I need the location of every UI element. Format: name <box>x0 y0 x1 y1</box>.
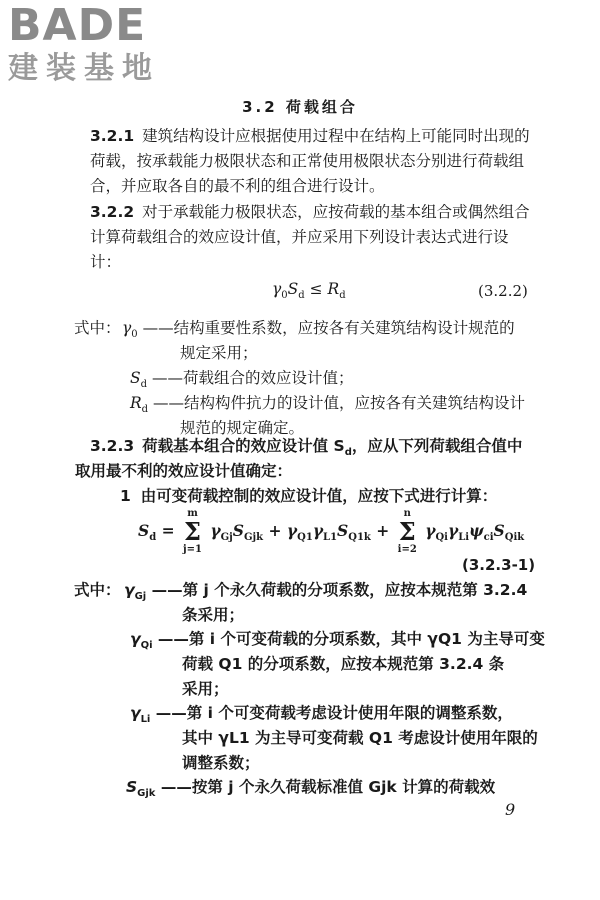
definition-sd: $S_d$ ——荷载组合的效应设计值； <box>130 369 354 391</box>
definition-rd-cont: 规范的规定确定。 <box>180 419 305 437</box>
clause-3-2-3: 3.2.3 荷载基本组合的效应设计值 $S_d$，应从下列荷载组合值中 <box>90 437 523 459</box>
definition-list <box>74 578 121 603</box>
clause-3-2-2 <box>90 200 530 275</box>
definition-gamma0: $\gamma_0$ ——结构重要性系数，应按各有关建筑结构设计规范的 <box>122 319 515 341</box>
brand-logo <box>8 0 178 88</box>
definition-gamma-li-cont: 其中 γL1 为主导可变荷载 Q1 考虑设计使用年限的 <box>182 729 538 747</box>
definition-s-gjk: $S_{Gjk}$ ——按第 j 个永久荷载标准值 Gjk 计算的荷载效 <box>126 778 496 800</box>
summation-j: m Σ j=1 <box>183 508 202 555</box>
definition-rd: $R_d$ ——结构构件抗力的设计值，应按各有关建筑结构设计 <box>130 394 526 416</box>
equation-number: (3.2.2) <box>478 282 528 300</box>
logo-subtitle: 建装基地 <box>8 51 160 86</box>
clause-number: 3.2.1 <box>90 127 135 145</box>
equation-3-2-2: $\gamma_0S_d \le R_d$ <box>272 280 346 302</box>
page-number: 9 <box>505 800 516 819</box>
summation-i: n Σ i=2 <box>397 508 417 555</box>
clause-item-1: 1 由可变荷载控制的效应设计值，应按下式进行计算： <box>120 487 498 505</box>
clause-text: 建筑结构设计应根据使用过程中在结构上可能同时出现的荷载，按承载能力极限状态和正常使用极限状态分别进行荷载组合，并应取各自的最不利的组合进行设计。 <box>90 127 530 195</box>
definition-gamma-li-cont2: 调整系数； <box>182 754 260 772</box>
definition-list <box>74 316 121 341</box>
definition-gamma-li: $\gamma_{Li}$ ——第 i 个可变荷载考虑设计使用年限的调整系数， <box>130 704 513 726</box>
definition-gamma-gj-cont: 条采用； <box>182 606 245 624</box>
clause-number: 3.2.2 <box>90 203 135 221</box>
definition-gamma-qi-cont2: 采用； <box>182 680 229 698</box>
logo-wordmark: BADE <box>8 0 147 51</box>
clause-3-2-1 <box>90 124 530 199</box>
definition-gamma-qi: $\gamma_{Qi}$ ——第 i 个可变荷载的分项系数，其中 γQ1 为主导可变 <box>130 630 545 652</box>
equation-3-2-3-1: $S_d$ = m Σ j=1 $\gamma_{Gj}S_{Gjk} + \gamma_{Q1}\gamma_{L1}S_{Q1k}$ + n Σ i=2 $\gamma_{Qi}\gamma_{Li}\psi_{ci}S_{Qik}$ <box>138 508 525 555</box>
clause-number: 3.2.3 <box>90 437 135 455</box>
definition-gamma-gj: $\gamma_{Gj}$ ——第 j 个永久荷载的分项系数，应按本规范第 3.2.4 <box>124 581 528 603</box>
definition-gamma-qi-cont: 荷载 Q1 的分项系数，应按本规范第 3.2.4 条 <box>182 655 505 673</box>
clause-3-2-3-cont: 取用最不利的效应设计值确定： <box>75 462 293 480</box>
definition-gamma0-cont: 规定采用； <box>180 344 258 362</box>
where-label: 式中： <box>74 319 121 337</box>
where-label: 式中： <box>74 581 121 599</box>
clause-text: 对于承载能力极限状态，应按荷载的基本组合或偶然组合计算荷载组合的效应设计值，并应采用下列设计表达式进行设计： <box>90 203 530 271</box>
equation-number: (3.2.3-1) <box>462 556 536 574</box>
section-title: 3.2 荷载组合 <box>242 98 358 116</box>
